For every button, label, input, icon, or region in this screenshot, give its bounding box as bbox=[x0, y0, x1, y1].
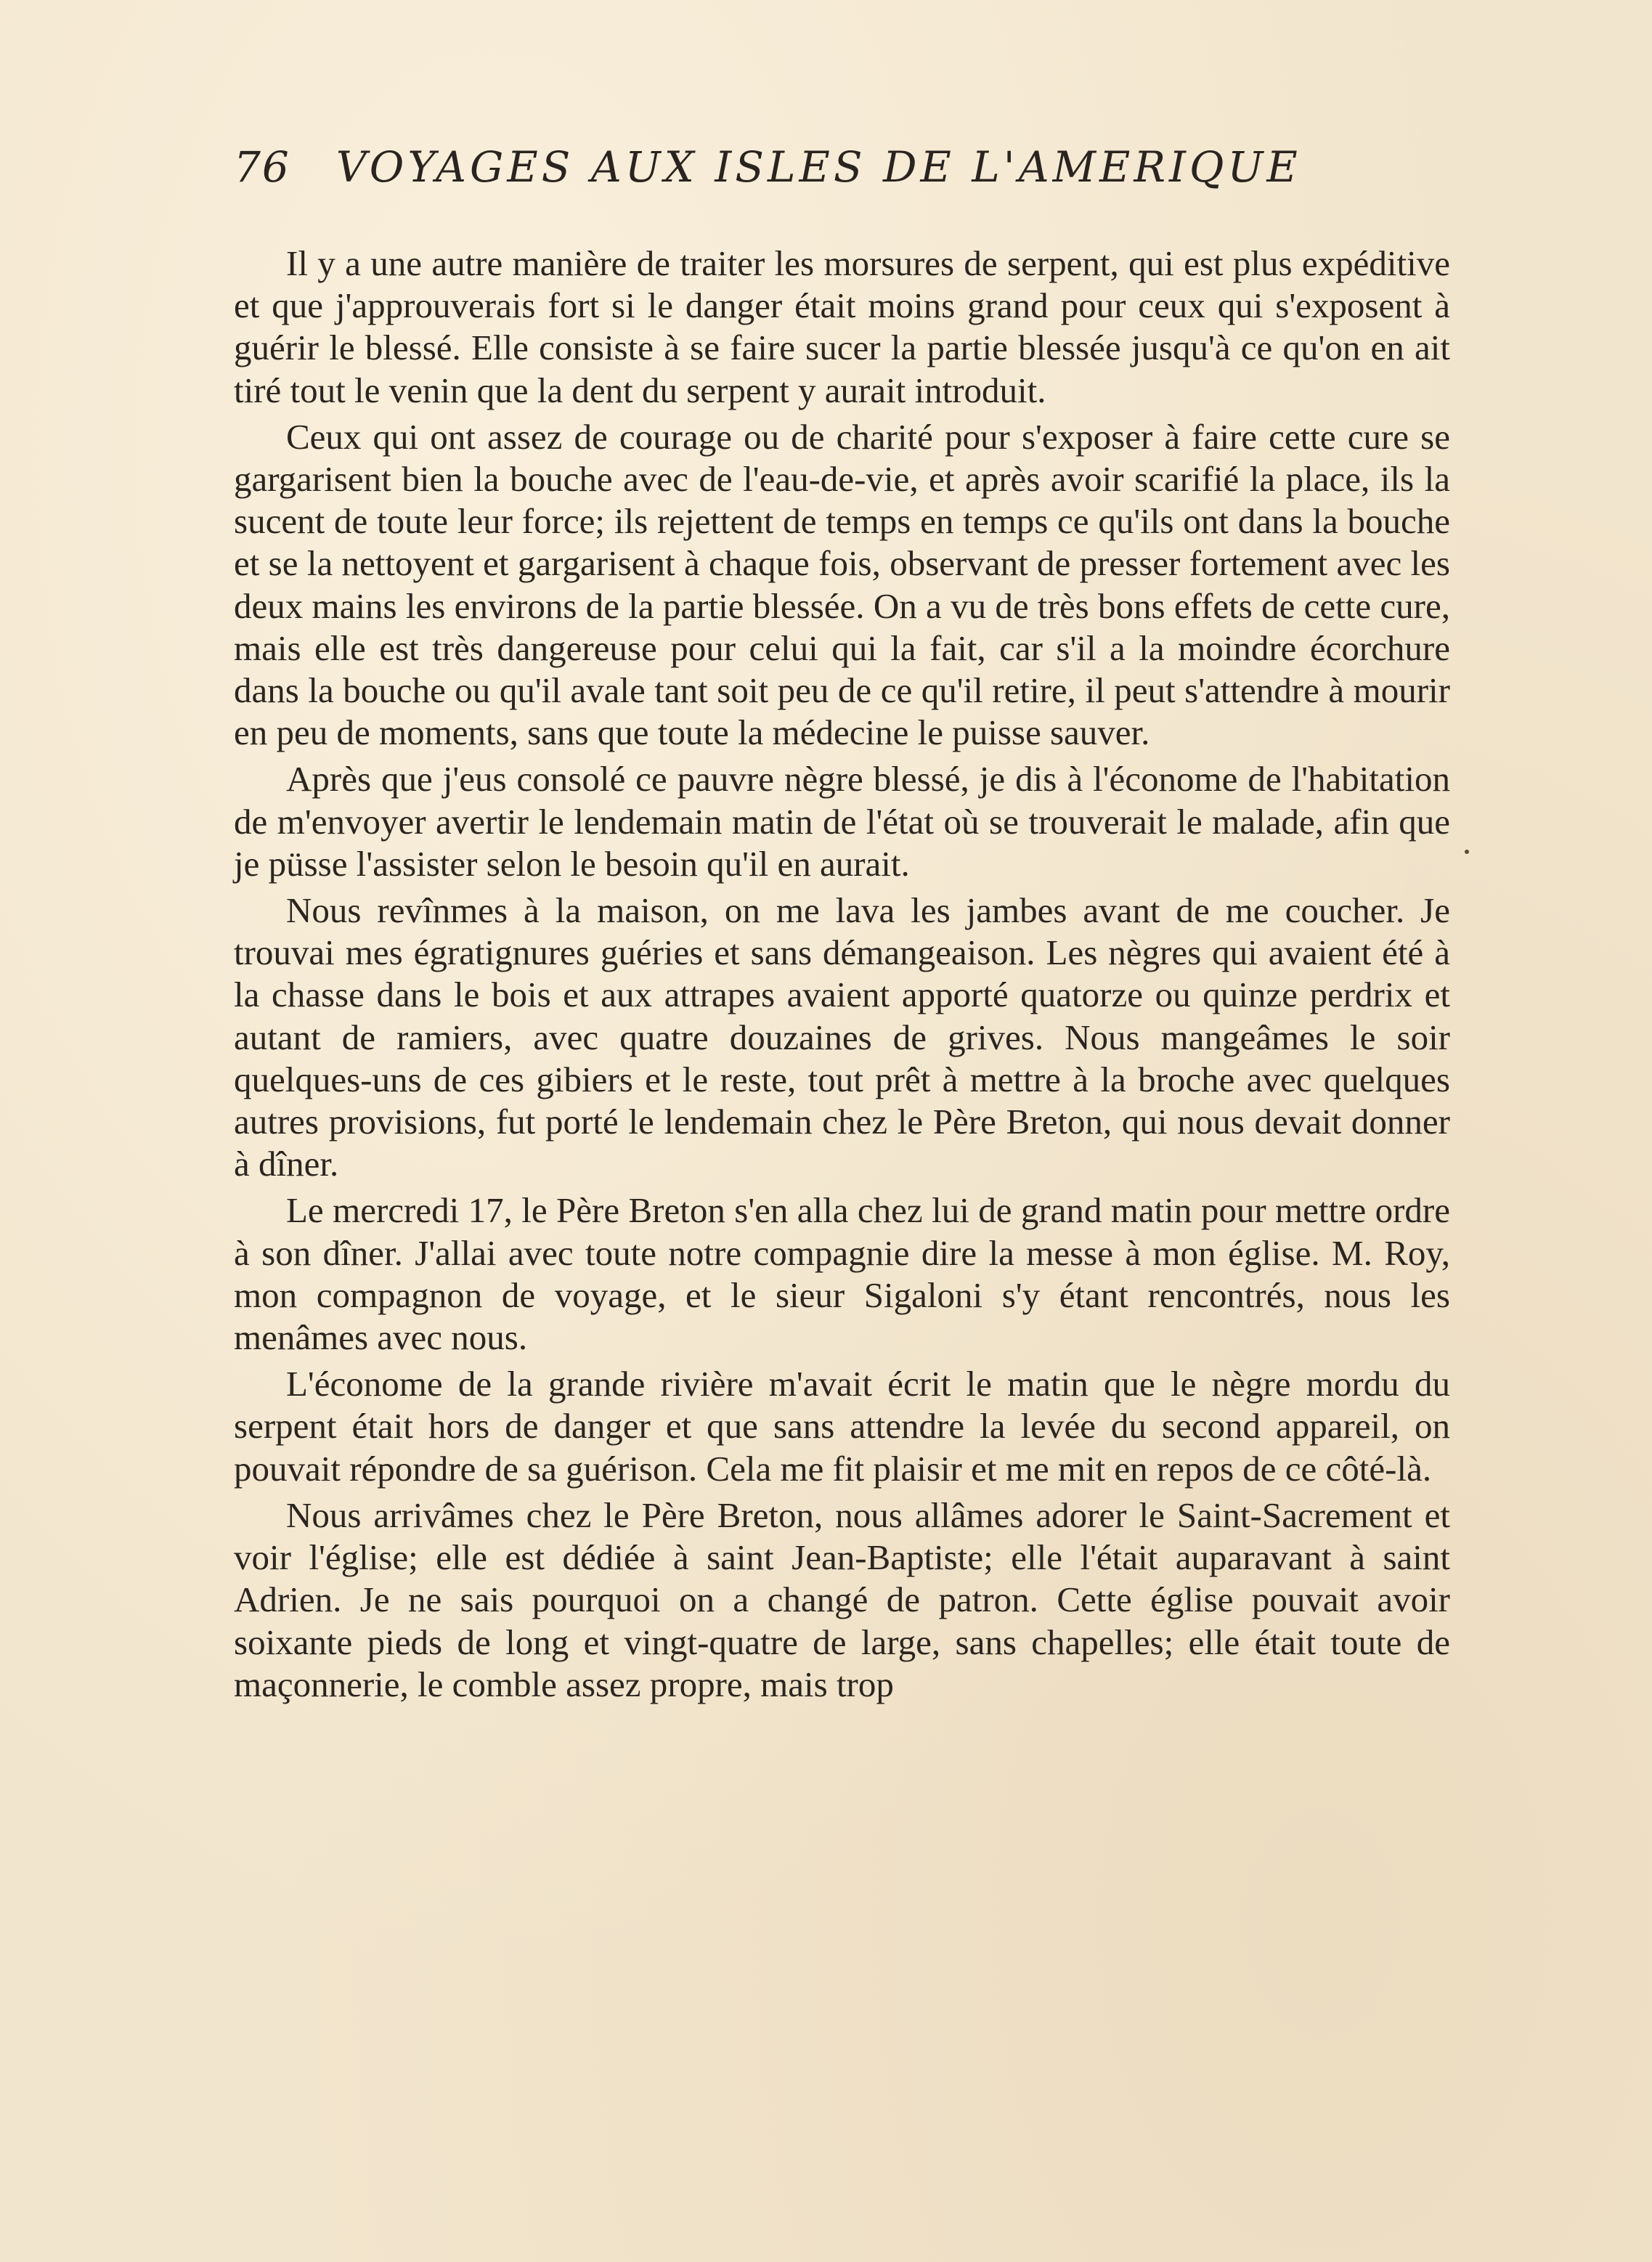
paragraph-consoling-negro: Après que j'eus consolé ce pauvre nègre blessé, je dis à l'économe de l'habitation de m'envoyer avertir le lendemain matin de l'état où se trouverait le malade, afin que je püsse l'assister selon le besoin qu'il en aurait. bbox=[234, 759, 1450, 884]
paragraph-wednesday-17: Le mercredi 17, le Père Breton s'en alla chez lui de grand matin pour mettre ordre à son dîner. J'allai avec toute notre compagnie dire la messe à mon église. M. Roy, mon compagnon de voyage, et le sieur Sigaloni s'y étant rencontrés, nous les menâmes avec nous. bbox=[234, 1190, 1450, 1358]
running-header bbox=[234, 142, 1454, 200]
paragraph-steward-letter: L'économe de la grande rivière m'avait écrit le matin que le nègre mordu du serpent était hors de danger et que sans attendre la levée du second appareil, on pouvait répondre de sa guérison. Cela me fit plaisir et me mit en repos de ce côté-là. bbox=[234, 1364, 1450, 1489]
paragraph-cure-procedure: Ceux qui ont assez de courage ou de charité pour s'exposer à faire cette cure se gargarisent bien la bouche avec de l'eau-de-vie, et après avoir scarifié la place, ils la sucent de toute leur force; ils rejettent de temps en temps ce qu'ils ont dans la bouche et se la nettoyent et gargarisent à chaque fois, observant de presser fortement avec les deux mains les environs de la partie blessée. On a vu de très bons effets de cette cure, mais elle est très dangereuse pour celui qui la fait, car s'il a la moindre écorchure dans la bouche ou qu'il avale tant soit peu de ce qu'il retire, il peut s'attendre à mourir en peu de moments, sans que toute la médecine le puisse sauver. bbox=[234, 416, 1450, 753]
paragraph-church-visit: Nous arrivâmes chez le Père Breton, nous allâmes adorer le Saint-Sacrement et voir l'église; elle est dédiée à saint Jean-Baptiste; elle l'était auparavant à saint Adrien. Je ne sais pourquoi on a changé de patron. Cette église pouvait avoir soixante pieds de long et vingt-quatre de large, sans chapelles; elle était toute de maçonnerie, le comble assez propre, mais trop bbox=[234, 1494, 1450, 1704]
paper-speck bbox=[1465, 850, 1469, 854]
running-title: VOYAGES AUX ISLES DE L'AMERIQUE bbox=[335, 142, 1301, 192]
body-text bbox=[234, 243, 1450, 1710]
paragraph-snake-bite-suction: Il y a une autre manière de traiter les morsures de serpent, qui est plus expéditive et que j'approuverais fort si le danger était moins grand pour ceux qui s'exposent à guérir le blessé. Elle consiste à se faire sucer la partie blessée jusqu'à ce qu'on en ait tiré tout le venin que la dent du serpent y aurait introduit. bbox=[234, 243, 1450, 410]
paragraph-return-home: Nous revînmes à la maison, on me lava les jambes avant de me coucher. Je trouvai mes égratignures guéries et sans démangeaison. Les nègres qui avaient été à la chasse dans le bois et aux attrapes avaient apporté quatorze ou quinze perdrix et autant de ramiers, avec quatre douzaines de grives. Nous mangeâmes le soir quelques-uns de ces gibiers et le reste, tout prêt à mettre à la broche avec quelques autres provisions, fut porté le lendemain chez le Père Breton, qui nous devait donner à dîner. bbox=[234, 890, 1450, 1184]
page-number: 76 bbox=[234, 142, 290, 192]
